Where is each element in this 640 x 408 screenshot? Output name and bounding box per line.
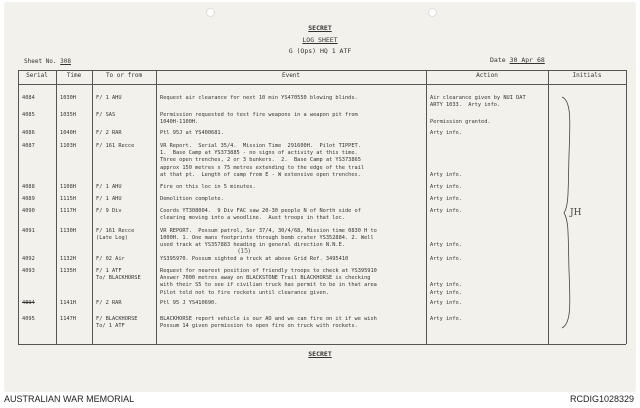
row-to-from: F/ BLACKHORSE To/ 1 ATF: [96, 316, 138, 330]
row-serial: 4095: [22, 316, 35, 322]
classification-footer: SECRET: [308, 350, 332, 358]
row-time: 1030H: [60, 95, 76, 101]
column-divider: [18, 70, 19, 344]
row-action: Arty info.: [430, 196, 462, 202]
row-time: 1147H: [60, 316, 76, 322]
sheet-label: Sheet No.: [24, 58, 57, 65]
row-to-from: F/ 1 AHU: [96, 184, 122, 190]
row-serial: 4087: [22, 143, 35, 149]
handwritten-time-note: (15): [238, 248, 251, 255]
row-time: 1130H: [60, 228, 76, 234]
row-action: Air clearance given by NUI DAT ARTY 1033. Arty info.: [430, 95, 526, 109]
header-divider: [18, 84, 626, 85]
row-event: Request for nearest position of friendly troops to check at YS395910 Answer 7000 metres away on BLACKSTONE Trail BLACKHORSE is checking with their S5 to see if civilian truck has permit to be in that area Pilot told not to fire rockets until clearance given.: [160, 268, 377, 296]
column-divider: [426, 70, 427, 344]
table-border-top: [18, 70, 626, 71]
row-serial: 4092: [22, 256, 35, 262]
row-serial: 4084: [22, 95, 35, 101]
row-action: Arty info.: [430, 184, 462, 190]
row-action: Arty info.: [430, 300, 462, 306]
row-time: 1117H: [60, 208, 76, 214]
row-time: 1103H: [60, 143, 76, 149]
column-header-time: Time: [66, 72, 82, 79]
row-serial: 4090: [22, 208, 35, 214]
row-event: VR Report. Serial 35/4. Mission Time 291600H. Pilot TIPPET. 1. Base Camp at YS373885 - no signs of activity at this time. Three open trenches, 2 or 3 bunkers. 2. Base Camp at YS373865 approx 150 metres x 75 metres extending to the edge of the trail at that pt. Length of camp from E - W extensive open trenches.: [160, 143, 365, 178]
row-to-from: F/ 1 ATF To/ BLACKHORSE: [96, 268, 141, 282]
column-header-to-from: To or from: [105, 72, 143, 79]
date-value: 30 Apr 68: [509, 56, 545, 64]
row-event: Fire on this loc in 5 minutes.: [160, 184, 256, 190]
row-action: Arty info.: [430, 130, 462, 136]
row-action: Arty info.: [430, 171, 462, 178]
column-header-action: Action: [476, 72, 498, 79]
row-event: Demolition complete.: [160, 196, 224, 202]
row-serial: 4094: [22, 300, 35, 306]
credit-line: AUSTRALIAN WAR MEMORIAL: [4, 394, 135, 404]
classification-header: SECRET: [308, 24, 332, 32]
row-action: Arty info.: [430, 316, 462, 322]
row-event: YS395970. Possum sighted a truck at above Grid Ref. 3495410: [160, 256, 349, 262]
row-serial: 4085: [22, 112, 35, 118]
row-event: BLACKHORSE report vehicle is our AO and we can fire on it if we wish Possum 14 given permission to open fire on truck with rockets.: [160, 316, 377, 330]
row-to-from: F/ 02 Air: [96, 256, 125, 262]
row-to-from: F/ 2 RAR: [96, 130, 122, 136]
table-border-bottom: [18, 344, 626, 345]
row-event: Request air clearance for next 10 min YS470550 blowing blinds.: [160, 95, 358, 101]
row-to-from: F/ 2 RAR: [96, 300, 122, 306]
row-to-from: F/ 161 Recce: [96, 143, 135, 149]
row-action: Arty info.: [430, 256, 462, 262]
row-action: Permission granted.: [430, 119, 491, 126]
row-to-from: F/ 1 AHU: [96, 196, 122, 202]
row-serial: 4088: [22, 184, 35, 190]
row-event: Permission requested to test fire weapons in a weapon pit from 1040H-1100H.: [160, 112, 358, 126]
catalogue-id: RCDIG1028329: [569, 394, 634, 404]
column-divider: [56, 70, 57, 344]
row-action: Arty info.: [430, 242, 462, 249]
row-serial: 4093: [22, 268, 35, 274]
row-to-from: F/ 1 AHU: [96, 95, 122, 101]
column-divider: [156, 70, 157, 344]
column-header-serial: Serial: [26, 72, 48, 79]
unit-name: G (Ops) HQ 1 ATF: [288, 47, 352, 55]
page-title: LOG SHEET: [302, 36, 338, 44]
row-time: 1035H: [60, 112, 76, 118]
punch-hole: [428, 8, 437, 17]
column-divider: [548, 70, 549, 344]
punch-hole: [206, 8, 215, 17]
row-time: 1141H: [60, 300, 76, 306]
column-divider: [92, 70, 93, 344]
row-to-from: F/ SAS: [96, 112, 116, 118]
sheet-number: [24, 58, 71, 65]
column-header-event: Event: [281, 72, 301, 79]
row-event: Ptl 95J at YS400681.: [160, 130, 224, 136]
sheet-value: 308: [60, 58, 71, 65]
row-event: Ptl 95 J YS410690.: [160, 300, 218, 306]
row-to-from: F/ 161 Recce (Late Log): [96, 228, 135, 242]
row-action: Arty info. Arty info.: [430, 282, 462, 296]
column-header-initials: Initials: [572, 72, 602, 79]
column-divider: [626, 70, 627, 344]
row-serial: 4089: [22, 196, 35, 202]
row-event: Coords YT308004. 9 Div FAC saw 20-30 people N of North side of clearing moving into a woodline. Aust troops in that loc.: [160, 208, 361, 222]
row-serial: 4086: [22, 130, 35, 136]
row-serial: 4091: [22, 228, 35, 234]
date-label: Date: [490, 56, 506, 64]
log-date: [490, 56, 545, 64]
row-action: Arty info.: [430, 208, 462, 214]
row-time: 1040H: [60, 130, 76, 136]
row-to-from: F/ 9 Div: [96, 208, 122, 214]
row-time: 1132H: [60, 256, 76, 262]
row-time: 1115H: [60, 196, 76, 202]
row-time: 1135H: [60, 268, 76, 274]
handwritten-initials: JH: [570, 208, 582, 218]
row-event: VR REPORT. Possum patrol, Ser 37/4, 30/4/68, Mission time 0830 H to 1000H. 1. One mans footprints through bomb crater YS352884. 2. Well used track at YS357883 heading in general direction N.N.E.: [160, 228, 377, 249]
row-time: 1108H: [60, 184, 76, 190]
